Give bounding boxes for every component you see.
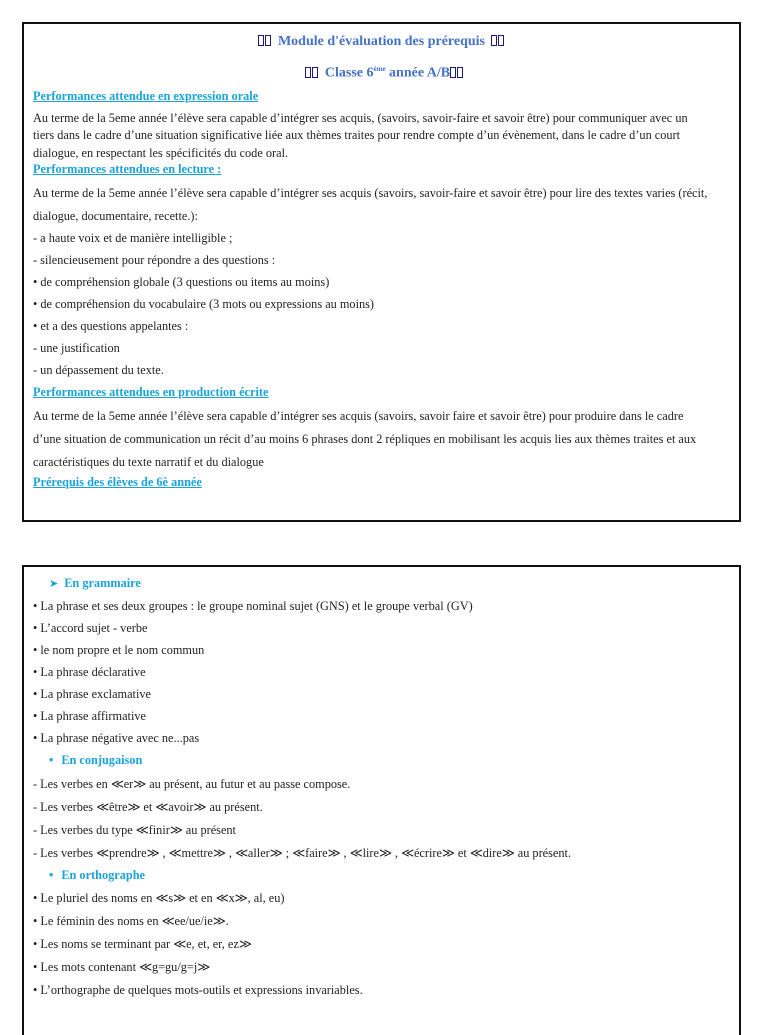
square-glyph-icon [305,66,319,81]
heading-orthographe: • En orthographe [49,868,146,882]
conjugaison-item: - Les verbes ≪être≫ et ≪avoir≫ au présent. [33,800,263,814]
oral-text-line: Au terme de la 5eme année l’élève sera capable d’intégrer ses acquis, (savoirs, savoir-faire et savoir être) pour communiquer avec un [33,111,688,125]
oral-text-line: tiers dans le cadre d’une situation significative liée aux thèmes traites pour rendre compte d’un évènement, dans le cadre d’un court [33,128,681,142]
bullet-dot-icon: • [49,868,54,882]
orthographe-item: • Les mots contenant ≪g=gu/g=j≫ [33,960,211,974]
grammaire-item: • L’accord sujet - verbe [33,621,148,635]
conjugaison-item: - Les verbes du type ≪finir≫ au présent [33,823,236,837]
grammaire-item: • La phrase exclamative [33,687,151,701]
heading-grammaire: ➤ En grammaire [49,576,141,590]
heading-production-ecrite: Performances attendues en production écrite [33,385,269,399]
heading-lecture: Performances attendues en lecture : [33,162,222,176]
lecture-text-line: • de compréhension du vocabulaire (3 mots ou expressions au moins) [33,297,375,311]
orthographe-item: • L’orthographe de quelques mots-outils et expressions invariables. [33,983,363,997]
document-section-prerequis [22,565,741,1035]
lecture-text-line: • de compréhension globale (3 questions ou items au moins) [33,275,330,289]
lecture-text-line: - une justification [33,341,120,355]
ecrite-text-line: Au terme de la 5eme année l’élève sera capable d’intégrer ses acquis (savoirs, savoir faire et savoir être) pour produire dans le cadre [33,409,684,423]
lecture-text-line: - un dépassement du texte. [33,363,164,377]
orthographe-item: • Les noms se terminant par ≪e, et, er, ez≫ [33,937,252,951]
lecture-text-line: Au terme de la 5eme année l’élève sera capable d’intégrer ses acquis (savoirs, savoir-faire et savoir être) pour lire des textes varies (récit, [33,186,708,200]
grammaire-item: • La phrase et ses deux groupes : le groupe nominal sujet (GNS) et le groupe verbal (GV) [33,599,473,613]
heading-conjugaison: • En conjugaison [49,753,143,767]
square-glyph-icon [491,34,505,49]
grammaire-item: • La phrase déclarative [33,665,146,679]
lecture-text-line: - a haute voix et de manière intelligible ; [33,231,233,245]
grammaire-item: • La phrase négative avec ne...pas [33,731,200,745]
grammaire-item: • le nom propre et le nom commun [33,643,205,657]
lecture-text-line: - silencieusement pour répondre a des questions : [33,253,276,267]
lecture-text-line: dialogue, documentaire, recette.): [33,209,198,223]
heading-oral: Performances attendue en expression orale [33,89,259,103]
orthographe-item: • Le féminin des noms en ≪ee/ue/ie≫. [33,914,229,928]
heading-prerequis: Prérequis des élèves de 6è année [33,475,202,489]
square-glyph-icon [450,66,464,81]
oral-text-line: dialogue, en respectant les spécificités du code oral. [33,146,289,160]
ecrite-text-line: d’une situation de communication un récit d’au moins 6 phrases dont 2 répliques en mobilisant les acquis lies aux thèmes traites et aux [33,432,697,446]
arrow-bullet-icon: ➤ [49,577,59,590]
class-title: Classe 6ème année A/B [24,62,739,81]
conjugaison-item: - Les verbes en ≪er≫ au présent, au futur et au passe compose. [33,777,351,791]
module-title: Module d'évaluation des prérequis [24,34,739,49]
orthographe-item: • Le pluriel des noms en ≪s≫ et en ≪x≫, al, eu) [33,891,285,905]
document-section-performances [22,22,741,522]
ecrite-text-line: caractéristiques du texte narratif et du dialogue [33,455,264,469]
conjugaison-item: - Les verbes ≪prendre≫ , ≪mettre≫ , ≪aller≫ ; ≪faire≫ , ≪lire≫ , ≪écrire≫ et ≪dire≫ au présent. [33,846,572,860]
square-glyph-icon [258,34,272,49]
lecture-text-line: • et a des questions appelantes : [33,319,189,333]
grammaire-item: • La phrase affirmative [33,709,146,723]
bullet-dot-icon: • [49,753,54,767]
